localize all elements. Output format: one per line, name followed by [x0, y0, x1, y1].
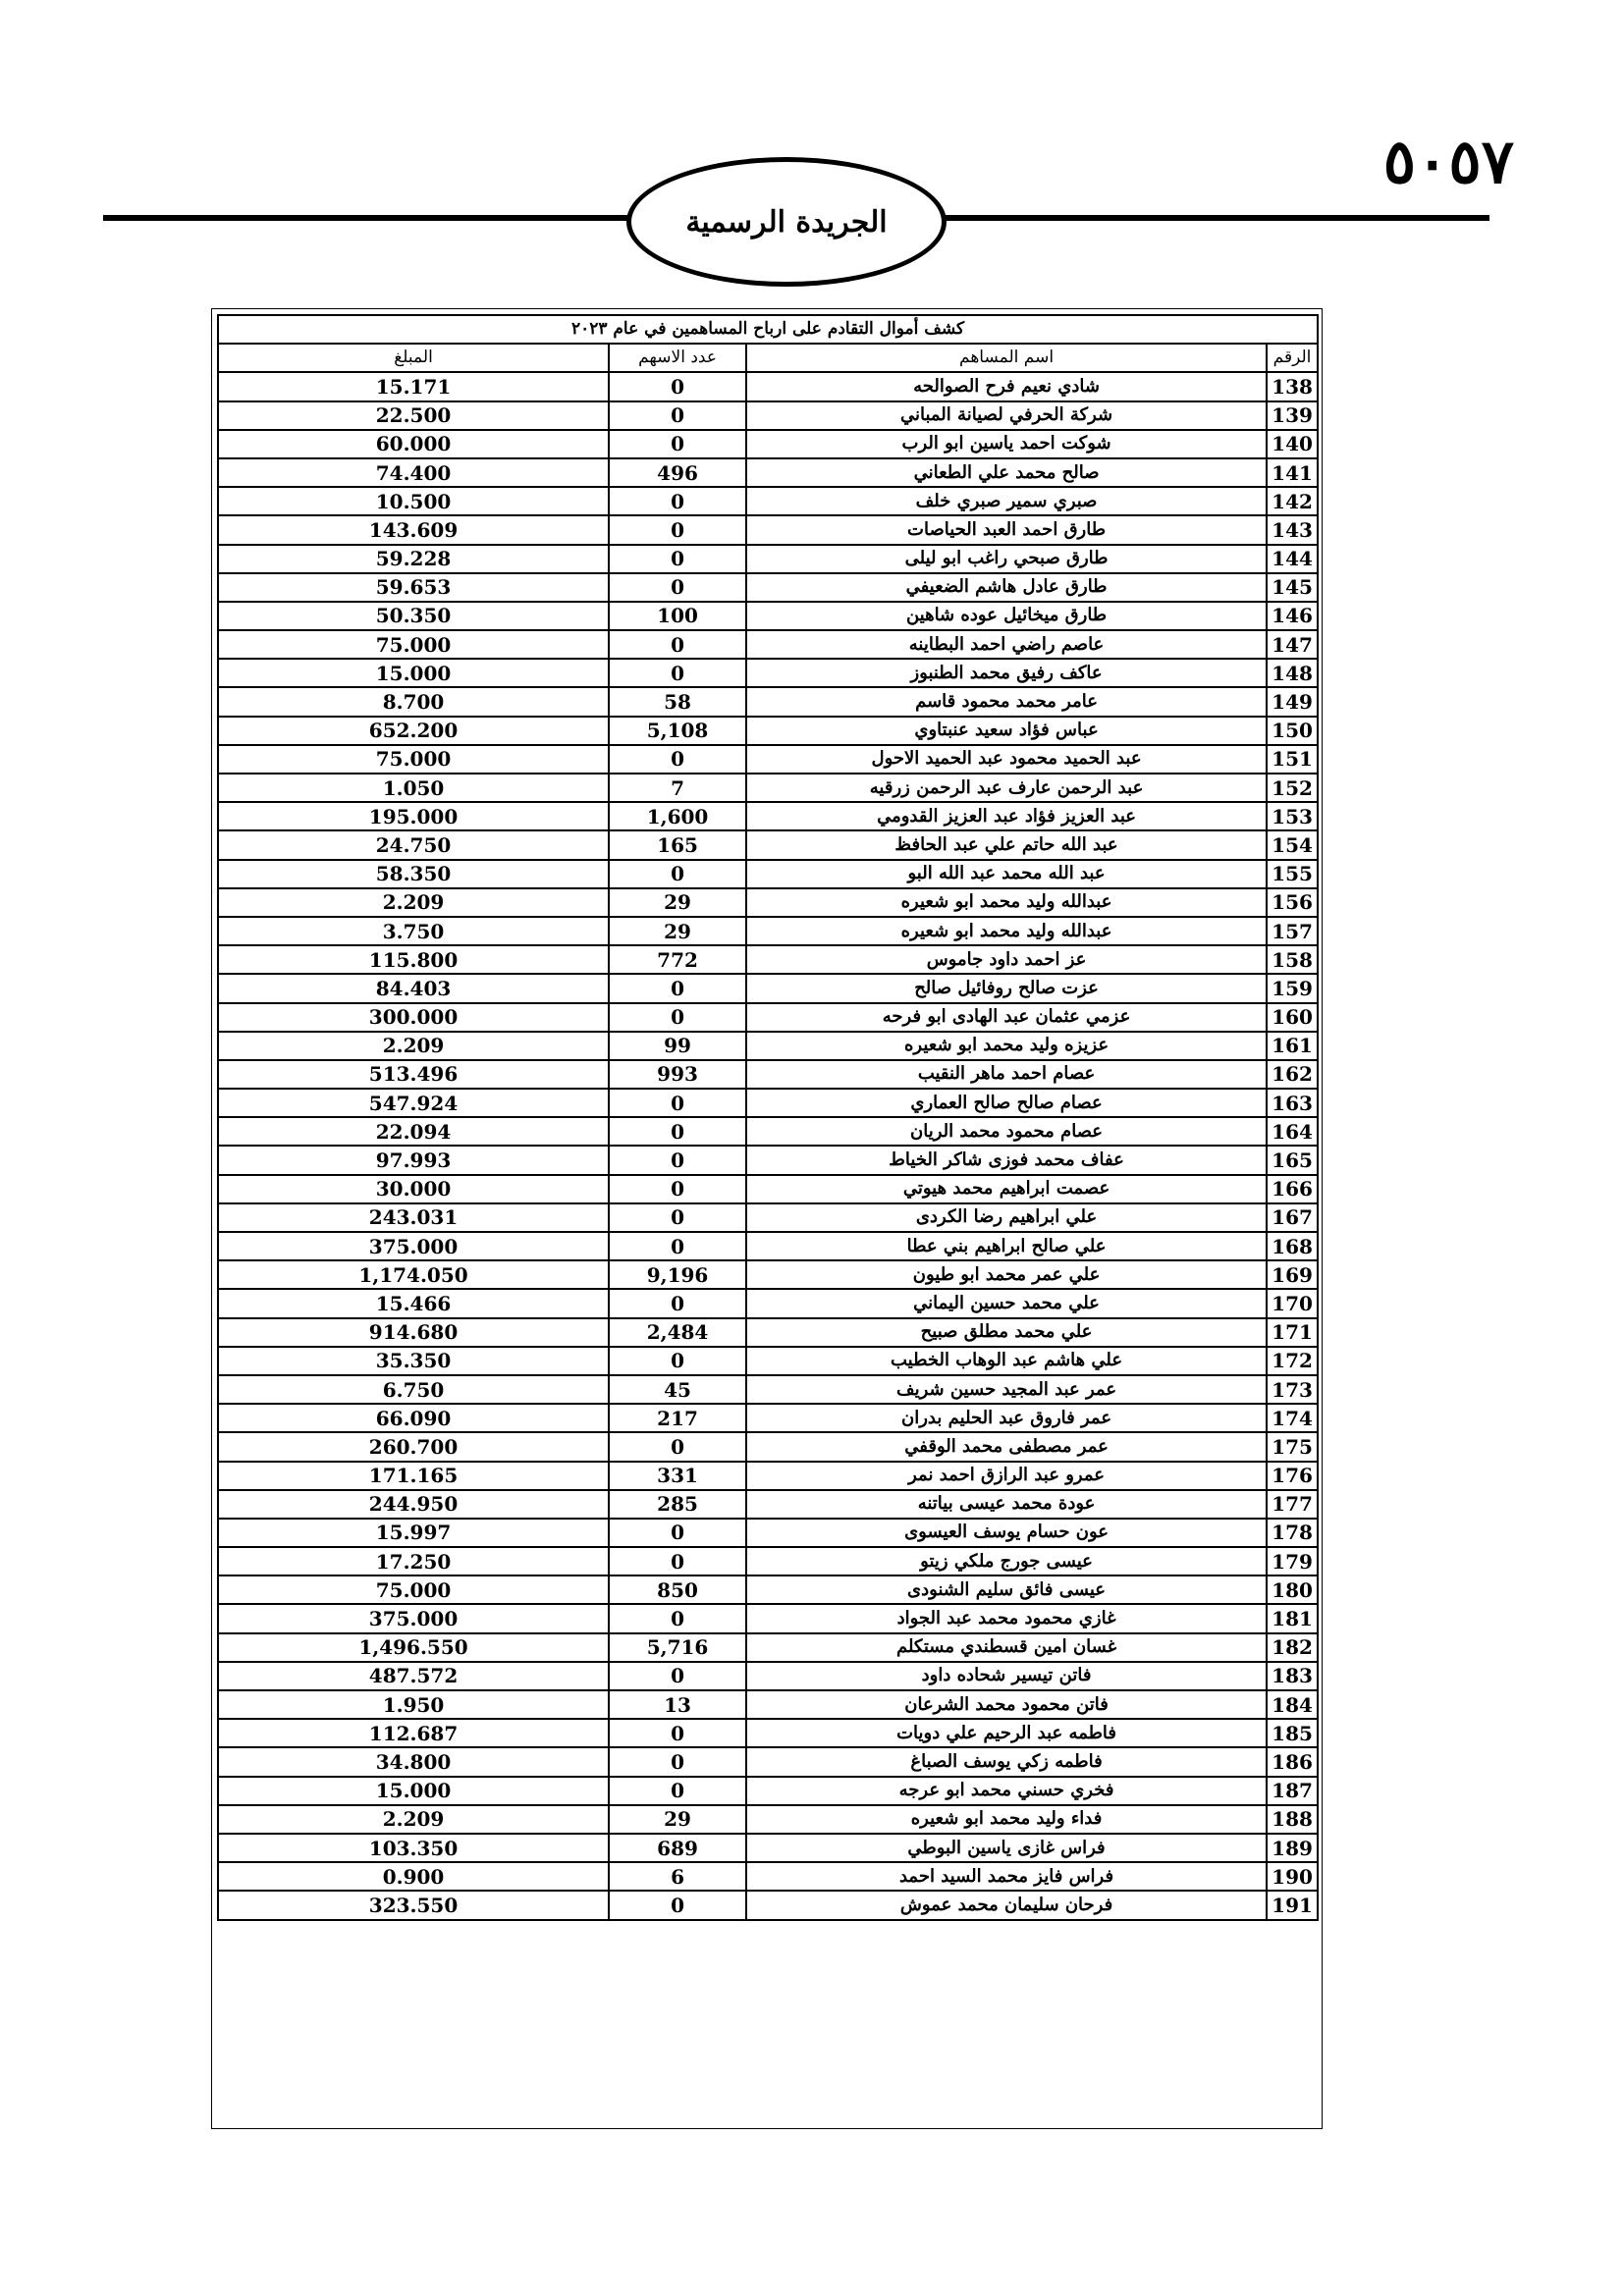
cell-num: 163	[1267, 1089, 1318, 1117]
cell-amount: 1,174.050	[218, 1260, 609, 1289]
cell-num: 166	[1267, 1175, 1318, 1203]
cell-amount: 59.653	[218, 573, 609, 602]
cell-name: علي محمد حسين اليماني	[746, 1289, 1267, 1317]
cell-name: علي عمر محمد ابو طيون	[746, 1260, 1267, 1289]
cell-num: 145	[1267, 573, 1318, 602]
table-row	[218, 1432, 1318, 1461]
cell-name: عون حسام يوسف العيسوى	[746, 1519, 1267, 1547]
table-row	[218, 1289, 1318, 1317]
cell-num: 139	[1267, 401, 1318, 430]
table-body	[218, 372, 1318, 1919]
table-row	[218, 945, 1318, 974]
cell-name: علي هاشم عبد الوهاب الخطيب	[746, 1347, 1267, 1375]
cell-amount: 75.000	[218, 1575, 609, 1604]
cell-amount: 2.209	[218, 1805, 609, 1834]
table-title-row	[218, 315, 1318, 344]
cell-shares: 29	[609, 917, 746, 945]
cell-name: فراس غازى ياسين البوطي	[746, 1834, 1267, 1862]
cell-amount: 260.700	[218, 1432, 609, 1461]
cell-name: عودة محمد عيسى بياتنه	[746, 1490, 1267, 1519]
cell-num: 171	[1267, 1318, 1318, 1347]
cell-num: 156	[1267, 888, 1318, 917]
cell-shares: 0	[609, 1747, 746, 1776]
cell-name: فاتن محمود محمد الشرعان	[746, 1690, 1267, 1719]
cell-num: 178	[1267, 1519, 1318, 1547]
cell-name: غسان امين قسطندي مستكلم	[746, 1633, 1267, 1662]
cell-amount: 243.031	[218, 1203, 609, 1232]
table-row	[218, 1060, 1318, 1089]
cell-num: 148	[1267, 659, 1318, 687]
cell-num: 146	[1267, 602, 1318, 630]
header-num: الرقم	[1267, 344, 1318, 372]
cell-shares: 1,600	[609, 802, 746, 830]
cell-shares: 7	[609, 774, 746, 802]
cell-amount: 3.750	[218, 917, 609, 945]
cell-name: شوكت احمد ياسين ابو الرب	[746, 430, 1267, 458]
cell-shares: 850	[609, 1575, 746, 1604]
cell-shares: 0	[609, 1003, 746, 1032]
cell-name: عباس فؤاد سعيد عنبتاوي	[746, 717, 1267, 745]
cell-num: 144	[1267, 545, 1318, 573]
cell-name: طارق صبحي راغب ابو ليلى	[746, 545, 1267, 573]
table-row	[218, 372, 1318, 400]
cell-name: غازي محمود محمد عبد الجواد	[746, 1604, 1267, 1632]
cell-name: عزمي عثمان عبد الهادى ابو فرحه	[746, 1003, 1267, 1032]
cell-amount: 300.000	[218, 1003, 609, 1032]
cell-amount: 75.000	[218, 745, 609, 774]
cell-amount: 22.094	[218, 1117, 609, 1146]
cell-num: 176	[1267, 1462, 1318, 1490]
cell-num: 160	[1267, 1003, 1318, 1032]
cell-shares: 2,484	[609, 1318, 746, 1347]
table-row	[218, 430, 1318, 458]
cell-name: عيسى فائق سليم الشنودى	[746, 1575, 1267, 1604]
table-row	[218, 1834, 1318, 1862]
cell-name: عزت صالح روفائيل صالح	[746, 974, 1267, 1002]
cell-num: 172	[1267, 1347, 1318, 1375]
cell-name: عفاف محمد فوزى شاكر الخياط	[746, 1146, 1267, 1174]
cell-num: 188	[1267, 1805, 1318, 1834]
cell-shares: 99	[609, 1032, 746, 1060]
cell-amount: 513.496	[218, 1060, 609, 1089]
table-title: كشف أموال التقادم على ارباح المساهمين في عام ٢٠٢٣	[218, 315, 1318, 344]
table-row	[218, 1490, 1318, 1519]
cell-amount: 6.750	[218, 1375, 609, 1404]
cell-num: 185	[1267, 1719, 1318, 1747]
cell-amount: 1.950	[218, 1690, 609, 1719]
cell-shares: 0	[609, 1662, 746, 1690]
cell-name: عبدالله وليد محمد ابو شعيره	[746, 917, 1267, 945]
table-row	[218, 1862, 1318, 1891]
cell-shares: 0	[609, 1175, 746, 1203]
cell-name: فاطمه عبد الرحيم علي دويات	[746, 1719, 1267, 1747]
table-row	[218, 917, 1318, 945]
cell-shares: 772	[609, 945, 746, 974]
page-number: ٥٠٥٧	[1382, 126, 1514, 197]
cell-name: عصام محمود محمد الريان	[746, 1117, 1267, 1146]
cell-num: 147	[1267, 630, 1318, 659]
cell-shares: 5,716	[609, 1633, 746, 1662]
cell-name: شادي نعيم فرح الصوالحه	[746, 372, 1267, 400]
table-row	[218, 1032, 1318, 1060]
table-row	[218, 1260, 1318, 1289]
cell-shares: 9,196	[609, 1260, 746, 1289]
table-row	[218, 1232, 1318, 1260]
cell-shares: 285	[609, 1490, 746, 1519]
cell-amount: 97.993	[218, 1146, 609, 1174]
cell-amount: 74.400	[218, 458, 609, 487]
table-row	[218, 1318, 1318, 1347]
table-row	[218, 1805, 1318, 1834]
cell-num: 179	[1267, 1547, 1318, 1575]
cell-name: عاصم راضي احمد البطاينه	[746, 630, 1267, 659]
cell-amount: 375.000	[218, 1604, 609, 1632]
cell-shares: 0	[609, 1089, 746, 1117]
cell-shares: 0	[609, 974, 746, 1002]
cell-shares: 29	[609, 888, 746, 917]
cell-amount: 1.050	[218, 774, 609, 802]
cell-amount: 2.209	[218, 888, 609, 917]
cell-num: 149	[1267, 687, 1318, 716]
table-row	[218, 888, 1318, 917]
cell-name: عمر فاروق عبد الحليم بدران	[746, 1404, 1267, 1432]
cell-shares: 0	[609, 1232, 746, 1260]
table-row	[218, 1633, 1318, 1662]
table-row	[218, 1175, 1318, 1203]
table-row	[218, 687, 1318, 716]
cell-name: فاطمه زكي يوسف الصباغ	[746, 1747, 1267, 1776]
table-row	[218, 774, 1318, 802]
cell-name: صالح محمد علي الطعاني	[746, 458, 1267, 487]
cell-shares: 0	[609, 545, 746, 573]
cell-shares: 165	[609, 830, 746, 859]
cell-shares: 0	[609, 1117, 746, 1146]
cell-shares: 0	[609, 860, 746, 888]
cell-name: فاتن تيسير شحاده داود	[746, 1662, 1267, 1690]
table-header-row	[218, 344, 1318, 372]
cell-amount: 244.950	[218, 1490, 609, 1519]
cell-num: 182	[1267, 1633, 1318, 1662]
cell-name: طارق ميخائيل عوده شاهين	[746, 602, 1267, 630]
table-row	[218, 830, 1318, 859]
cell-name: عبد الحميد محمود عبد الحميد الاحول	[746, 745, 1267, 774]
cell-amount: 15.171	[218, 372, 609, 400]
cell-num: 157	[1267, 917, 1318, 945]
cell-num: 175	[1267, 1432, 1318, 1461]
cell-name: عصمت ابراهيم محمد هيوتي	[746, 1175, 1267, 1203]
table-row	[218, 1690, 1318, 1719]
cell-name: عصام احمد ماهر النقيب	[746, 1060, 1267, 1089]
cell-shares: 13	[609, 1690, 746, 1719]
cell-amount: 375.000	[218, 1232, 609, 1260]
cell-num: 162	[1267, 1060, 1318, 1089]
cell-num: 187	[1267, 1777, 1318, 1805]
cell-shares: 0	[609, 1604, 746, 1632]
cell-shares: 29	[609, 1805, 746, 1834]
cell-name: عبد الرحمن عارف عبد الرحمن زرقيه	[746, 774, 1267, 802]
cell-shares: 0	[609, 430, 746, 458]
table-row	[218, 1747, 1318, 1776]
table-row	[218, 1604, 1318, 1632]
cell-num: 180	[1267, 1575, 1318, 1604]
header-shares: عدد الاسهم	[609, 344, 746, 372]
cell-amount: 60.000	[218, 430, 609, 458]
cell-name: عز احمد داود جاموس	[746, 945, 1267, 974]
table-row	[218, 515, 1318, 544]
cell-shares: 496	[609, 458, 746, 487]
cell-name: فراس فايز محمد السيد احمد	[746, 1862, 1267, 1891]
cell-shares: 0	[609, 487, 746, 515]
table-row	[218, 745, 1318, 774]
cell-shares: 993	[609, 1060, 746, 1089]
cell-shares: 0	[609, 1547, 746, 1575]
cell-shares: 331	[609, 1462, 746, 1490]
cell-amount: 50.350	[218, 602, 609, 630]
cell-shares: 45	[609, 1375, 746, 1404]
cell-num: 152	[1267, 774, 1318, 802]
table-row	[218, 802, 1318, 830]
cell-num: 177	[1267, 1490, 1318, 1519]
cell-name: طارق احمد العبد الحياصات	[746, 515, 1267, 544]
table-row	[218, 1375, 1318, 1404]
table-row	[218, 630, 1318, 659]
cell-shares: 58	[609, 687, 746, 716]
cell-amount: 24.750	[218, 830, 609, 859]
table-row	[218, 1662, 1318, 1690]
cell-num: 183	[1267, 1662, 1318, 1690]
cell-shares: 0	[609, 1519, 746, 1547]
header-amount: المبلغ	[218, 344, 609, 372]
cell-amount: 115.800	[218, 945, 609, 974]
cell-name: عصام صالح صالح العماري	[746, 1089, 1267, 1117]
cell-amount: 22.500	[218, 401, 609, 430]
cell-amount: 1,496.550	[218, 1633, 609, 1662]
cell-amount: 547.924	[218, 1089, 609, 1117]
table-row	[218, 602, 1318, 630]
cell-num: 140	[1267, 430, 1318, 458]
cell-amount: 323.550	[218, 1891, 609, 1919]
cell-amount: 487.572	[218, 1662, 609, 1690]
cell-num: 170	[1267, 1289, 1318, 1317]
cell-amount: 15.466	[218, 1289, 609, 1317]
cell-shares: 0	[609, 745, 746, 774]
table-row	[218, 1719, 1318, 1747]
shareholder-table	[217, 314, 1319, 1921]
cell-shares: 0	[609, 1146, 746, 1174]
cell-num: 164	[1267, 1117, 1318, 1146]
cell-amount: 112.687	[218, 1719, 609, 1747]
cell-num: 153	[1267, 802, 1318, 830]
cell-name: عمر مصطفى محمد الوقفي	[746, 1432, 1267, 1461]
gazette-title-oval	[626, 157, 947, 287]
cell-shares: 0	[609, 401, 746, 430]
table-row	[218, 1519, 1318, 1547]
cell-shares: 0	[609, 372, 746, 400]
cell-num: 191	[1267, 1891, 1318, 1919]
cell-name: عبدالله وليد محمد ابو شعيره	[746, 888, 1267, 917]
table-row	[218, 1462, 1318, 1490]
cell-shares: 217	[609, 1404, 746, 1432]
cell-name: فداء وليد محمد ابو شعيره	[746, 1805, 1267, 1834]
table-row	[218, 1146, 1318, 1174]
table-row	[218, 974, 1318, 1002]
cell-num: 181	[1267, 1604, 1318, 1632]
cell-amount: 0.900	[218, 1862, 609, 1891]
header-name: اسم المساهم	[746, 344, 1267, 372]
cell-amount: 59.228	[218, 545, 609, 573]
table-row	[218, 487, 1318, 515]
cell-num: 190	[1267, 1862, 1318, 1891]
cell-amount: 2.209	[218, 1032, 609, 1060]
cell-name: فرحان سليمان محمد عموش	[746, 1891, 1267, 1919]
cell-num: 151	[1267, 745, 1318, 774]
cell-amount: 914.680	[218, 1318, 609, 1347]
cell-num: 154	[1267, 830, 1318, 859]
cell-name: علي ابراهيم رضا الكردى	[746, 1203, 1267, 1232]
cell-num: 173	[1267, 1375, 1318, 1404]
cell-amount: 171.165	[218, 1462, 609, 1490]
cell-shares: 0	[609, 1203, 746, 1232]
cell-shares: 0	[609, 630, 746, 659]
cell-num: 155	[1267, 860, 1318, 888]
cell-num: 141	[1267, 458, 1318, 487]
cell-shares: 0	[609, 1289, 746, 1317]
cell-name: عمرو عبد الرازق احمد نمر	[746, 1462, 1267, 1490]
cell-amount: 15.000	[218, 1777, 609, 1805]
cell-shares: 689	[609, 1834, 746, 1862]
cell-amount: 34.800	[218, 1747, 609, 1776]
cell-name: عيسى جورج ملكي زيتو	[746, 1547, 1267, 1575]
cell-shares: 0	[609, 659, 746, 687]
cell-shares: 0	[609, 1719, 746, 1747]
table-row	[218, 458, 1318, 487]
cell-shares: 100	[609, 602, 746, 630]
table-row	[218, 1347, 1318, 1375]
cell-name: طارق عادل هاشم الضعيفي	[746, 573, 1267, 602]
cell-name: عبد العزيز فؤاد عبد العزيز القدومي	[746, 802, 1267, 830]
table-row	[218, 545, 1318, 573]
cell-name: عمر عبد المجيد حسين شريف	[746, 1375, 1267, 1404]
table-row	[218, 1777, 1318, 1805]
cell-num: 174	[1267, 1404, 1318, 1432]
cell-amount: 75.000	[218, 630, 609, 659]
table-row	[218, 1089, 1318, 1117]
cell-amount: 15.997	[218, 1519, 609, 1547]
cell-amount: 35.350	[218, 1347, 609, 1375]
cell-name: عزيزه وليد محمد ابو شعيره	[746, 1032, 1267, 1060]
cell-num: 165	[1267, 1146, 1318, 1174]
table-row	[218, 717, 1318, 745]
cell-num: 184	[1267, 1690, 1318, 1719]
cell-amount: 143.609	[218, 515, 609, 544]
cell-amount: 10.500	[218, 487, 609, 515]
cell-name: عامر محمد محمود قاسم	[746, 687, 1267, 716]
table-row	[218, 573, 1318, 602]
cell-num: 189	[1267, 1834, 1318, 1862]
cell-amount: 17.250	[218, 1547, 609, 1575]
cell-name: شركة الحرفي لصيانة المباني	[746, 401, 1267, 430]
cell-amount: 15.000	[218, 659, 609, 687]
cell-num: 186	[1267, 1747, 1318, 1776]
cell-num: 158	[1267, 945, 1318, 974]
cell-shares: 0	[609, 515, 746, 544]
cell-amount: 58.350	[218, 860, 609, 888]
table-row	[218, 1575, 1318, 1604]
cell-shares: 0	[609, 573, 746, 602]
cell-num: 167	[1267, 1203, 1318, 1232]
cell-name: عبد الله محمد عبد الله البو	[746, 860, 1267, 888]
cell-num: 168	[1267, 1232, 1318, 1260]
table-row	[218, 1003, 1318, 1032]
cell-num: 150	[1267, 717, 1318, 745]
cell-amount: 66.090	[218, 1404, 609, 1432]
cell-num: 159	[1267, 974, 1318, 1002]
cell-shares: 5,108	[609, 717, 746, 745]
cell-amount: 8.700	[218, 687, 609, 716]
cell-name: علي محمد مطلق صبيح	[746, 1318, 1267, 1347]
cell-num: 142	[1267, 487, 1318, 515]
cell-name: صبري سمير صبري خلف	[746, 487, 1267, 515]
cell-amount: 103.350	[218, 1834, 609, 1862]
cell-shares: 6	[609, 1862, 746, 1891]
cell-num: 143	[1267, 515, 1318, 544]
cell-shares: 0	[609, 1347, 746, 1375]
table-row	[218, 401, 1318, 430]
cell-name: عبد الله حاتم علي عبد الحافظ	[746, 830, 1267, 859]
cell-num: 138	[1267, 372, 1318, 400]
cell-shares: 0	[609, 1432, 746, 1461]
cell-num: 169	[1267, 1260, 1318, 1289]
cell-amount: 84.403	[218, 974, 609, 1002]
cell-shares: 0	[609, 1891, 746, 1919]
table-row	[218, 1203, 1318, 1232]
gazette-title: الجريدة الرسمية	[685, 204, 888, 240]
table-row	[218, 1404, 1318, 1432]
table-row	[218, 860, 1318, 888]
cell-amount: 195.000	[218, 802, 609, 830]
table-row	[218, 1117, 1318, 1146]
cell-name: عاكف رفيق محمد الطنبوز	[746, 659, 1267, 687]
cell-num: 161	[1267, 1032, 1318, 1060]
cell-shares: 0	[609, 1777, 746, 1805]
cell-name: علي صالح ابراهيم بني عطا	[746, 1232, 1267, 1260]
cell-name: فخري حسني محمد ابو عرجه	[746, 1777, 1267, 1805]
table-row	[218, 659, 1318, 687]
table-row	[218, 1547, 1318, 1575]
table-row	[218, 1891, 1318, 1919]
cell-amount: 30.000	[218, 1175, 609, 1203]
cell-amount: 652.200	[218, 717, 609, 745]
